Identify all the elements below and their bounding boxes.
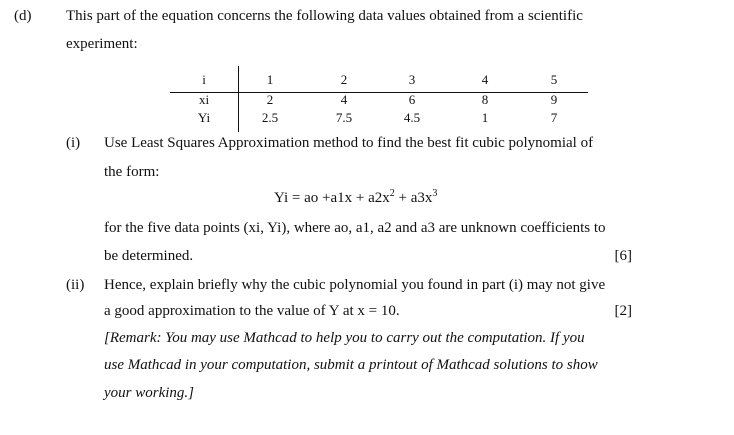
row-label-i: i: [202, 72, 206, 87]
subpart-label-i: (i): [66, 135, 81, 151]
remark-line-3: your working.]: [104, 385, 194, 401]
formula-part: Yi = ao +a1x + a2x: [274, 190, 390, 206]
part-label: (d): [14, 8, 32, 24]
table-cell: 7.5: [335, 110, 353, 125]
subpart-i-line-4: be determined.: [104, 248, 194, 264]
table-cell: 4: [481, 72, 489, 87]
subpart-label-ii: (ii): [66, 277, 85, 293]
table-cell: 1: [481, 110, 489, 125]
table-cell: 4.5: [403, 110, 421, 125]
subpart-i-line-1: Use Least Squares Approximation method to find the best fit cubic polynomial of: [104, 135, 594, 151]
intro-line-1: This part of the equation concerns the following data values obtained from a scientific: [66, 8, 583, 24]
subpart-ii-line-2: a good approximation to the value of Y at x = 10.: [104, 303, 400, 319]
table-cell: 8: [481, 92, 489, 107]
table-cell: 3: [408, 72, 416, 87]
formula-exponent: 3: [432, 188, 438, 199]
table-cell: 2: [266, 92, 274, 107]
data-table: [170, 64, 590, 134]
cubic-formula: [274, 188, 437, 207]
remark-line-1: [Remark: You may use Mathcad to help you to carry out the computation. If you: [104, 330, 585, 346]
table-cell: 1: [266, 72, 274, 87]
formula-exponent: 2: [389, 188, 395, 199]
subpart-i-line-3: for the five data points (xi, Yi), where ao, a1, a2 and a3 are unknown coefficients to: [104, 220, 606, 236]
remark-line-2: use Mathcad in your computation, submit a printout of Mathcad solutions to show: [104, 357, 598, 373]
table-cell: 7: [550, 110, 558, 125]
marks-i: [6]: [614, 248, 632, 264]
table-cell: 9: [550, 92, 558, 107]
table-cell: 4: [340, 92, 348, 107]
formula-part: + a3x: [394, 190, 433, 206]
table-cell: 5: [550, 72, 558, 87]
intro-line-2: experiment:: [66, 36, 138, 52]
subpart-ii-line-1: Hence, explain briefly why the cubic polynomial you found in part (i) may not give: [104, 277, 606, 293]
table-vertical-rule: [238, 66, 239, 132]
table-cell: 2: [340, 72, 348, 87]
subpart-i-line-2: the form:: [104, 164, 160, 180]
row-label-x: xi: [198, 92, 210, 107]
table-cell: 6: [408, 92, 416, 107]
marks-ii: [2]: [614, 303, 632, 319]
row-label-y: Yi: [197, 110, 211, 125]
table-horizontal-rule: [170, 92, 588, 93]
table-cell: 2.5: [261, 110, 279, 125]
